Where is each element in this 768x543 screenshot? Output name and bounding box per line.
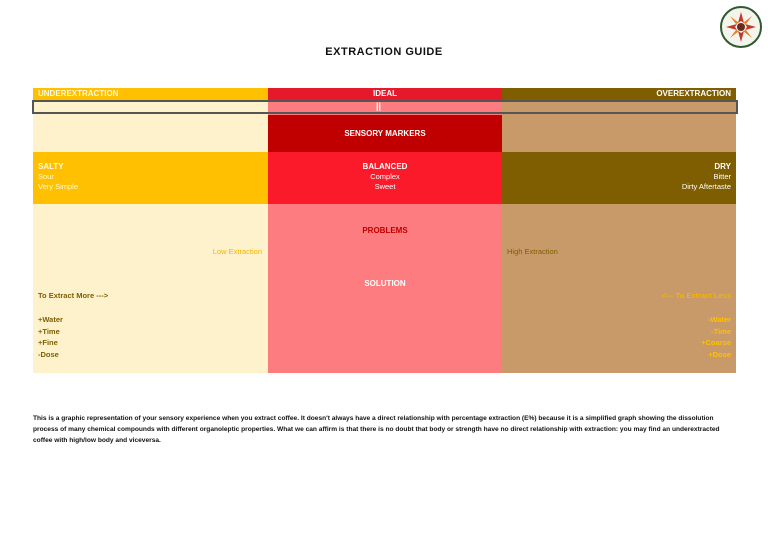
sensory-over-item: Dirty Aftertaste [681, 182, 731, 191]
list-item: +Dose [708, 349, 731, 359]
header-overextraction: OVEREXTRACTION [502, 88, 736, 100]
problems-heading: PROBLEMS [362, 226, 408, 235]
extraction-scale-bar [32, 100, 738, 114]
header-ideal: IDEAL [268, 88, 502, 100]
list-item: +Water [38, 315, 63, 324]
sensory-under-item: Sour [38, 172, 54, 181]
list-item: +Coarse [701, 338, 731, 347]
low-extraction-label: Low Extraction [212, 247, 262, 256]
explanatory-note: This is a graphic representation of your sensory experience when you extract coffee. It doesn't always have a direct relationship with percentage extraction (E%) because it is a simplified graph showing the dissolution process of many chemical compounds with different organoleptic properties. What we can affirm is that there is no doubt that body or strength have no direct relationship with extraction: you may find an underextracted coffee with high/low body and viceversa. [33, 415, 720, 444]
logo-icon [718, 4, 764, 52]
sensory-ideal-item: Sweet [374, 182, 396, 191]
sensory-overextraction [502, 152, 736, 204]
list-item: +Fine [38, 338, 58, 347]
sensory-ideal-main: BALANCED [362, 162, 408, 171]
list-item: +Time [38, 326, 60, 336]
sensory-underextraction [33, 152, 268, 204]
sensory-markers-heading: SENSORY MARKERS [268, 115, 502, 152]
sensory-under-item: Very Simple [38, 182, 79, 191]
sensory-ideal [268, 152, 502, 204]
sensory-over-main: DRY [714, 162, 731, 171]
ideal-marker: || [376, 101, 382, 111]
sensory-under-main: SALTY [38, 162, 64, 171]
list-item: -Water [707, 315, 731, 324]
extract-less-list [502, 314, 731, 360]
header-underextraction: UNDEREXTRACTION [33, 88, 268, 100]
sensory-ideal-item: Complex [370, 172, 400, 181]
list-item: -Time [711, 326, 731, 336]
extract-more-label: To Extract More ---> [38, 291, 109, 300]
high-extraction-label: High Extraction [507, 247, 558, 256]
solution-heading: SOLUTION [364, 279, 406, 288]
extract-less-label: <--- To Extract Less [661, 291, 731, 300]
sensory-over-item: Bitter [713, 172, 731, 181]
list-item: -Dose [38, 349, 59, 359]
extract-more-list [38, 314, 238, 360]
page-title: EXTRACTION GUIDE [325, 46, 443, 58]
